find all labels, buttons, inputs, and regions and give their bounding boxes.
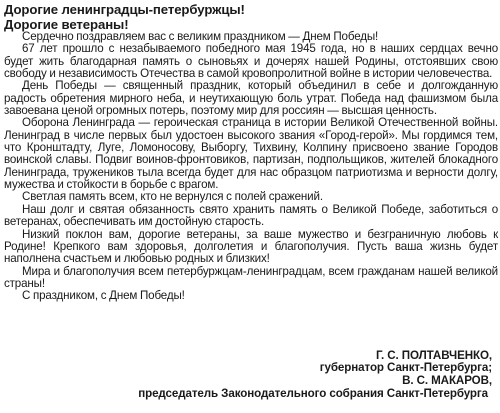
heading-line-2: Дорогие ветераны! [4,17,129,32]
paragraph-holiday: С праздником, с Днем Победы! [22,289,185,303]
paragraph-duty: Наш долг и святая обязанность свято хранить память о Великой Победе, заботиться о ветеранах, обеспечивать им достойную старость. [4,202,498,229]
heading-line-1: Дорогие ленинградцы-петербуржцы! [4,2,245,17]
paragraph-peace: Мира и благополучия всем петербуржцам-ленинградцам, всем гражданам нашей великой страны! [4,264,498,290]
paragraph-victory-day: День Победы — священный праздник, который объединил в себе и долгожданную радость обретения мирного неба, и неутихающую боль утрат. Победа над фашизмом была завоевана ценой огромных потерь, поэтому мир для россиян — высшая ценность. [4,79,498,118]
signature-title-2: председатель Законодательного собрания Санкт-Петербурга [138,387,488,400]
paragraph-veterans: Низкий поклон вам, дорогие ветераны, за ваше мужество и безграничную любовь к Родине! Крепкого вам здоровья, долголетия и благополучия. Пусть ваша жизнь будет наполнена счастьем и любовью родных и близких! [4,227,498,266]
paragraph-67-years: 67 лет прошло с незабываемого победного мая 1945 года, но в наших сердцах вечно будет жить благодарная память о сыновьях и дочерях нашей Родины, отстоявших свою свободу и независимость Отечества в самой кровопролитной войне в истории человечества. [4,42,498,81]
paragraph-memory: Светлая память всем, кто не вернулся с полей сражений. [22,190,323,204]
signature-name-1: Г. С. ПОЛТАВЧЕНКО, [376,349,492,362]
signature-name-2: В. С. МАКАРОВ, [402,374,492,387]
signature-title-1: губернатор Санкт-Петербурга; [319,361,492,374]
letter-body [4,31,498,303]
paragraph-leningrad-defense: Оборона Ленинграда — героическая страница в истории Великой Отечественной войны. Ленинград в числе первых был удостоен высокого звания «Город-герой». Мы гордимся тем, что Кронштадту, Луге, Ломоносову, Выборгу, Тихвину, Колпину присвоено звание Городов воинской славы. Подвиг воинов-фронтовиков, партизан, подпольщиков, жителей блокадного Ленинграда, тружеников тыла всегда будет для нас образцом патриотизма и верности долгу, мужества и стойкости в борьбе с врагом. [4,116,498,192]
paragraph-congratulation: Сердечно поздравляем вас с великим праздником — Днем Победы! [22,30,379,43]
